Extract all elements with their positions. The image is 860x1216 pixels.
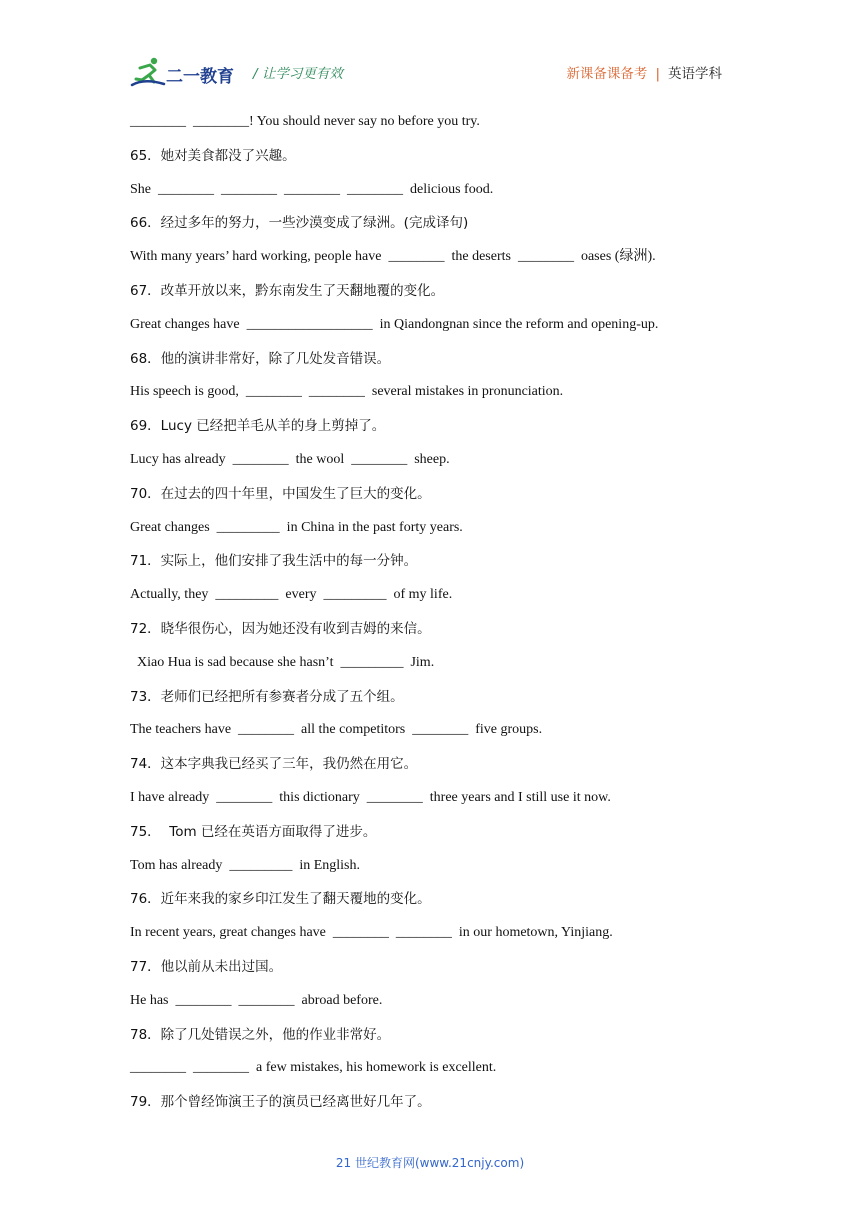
question-prompt: 67．改革开放以来，黔东南发生了天翻地覆的变化。 (130, 282, 445, 299)
question-prompt: 72．晓华很伤心，因为她还没有收到吉姆的来信。 (130, 620, 431, 637)
answer-sentence: Great changes _________ in China in the past forty years. (130, 519, 463, 535)
answer-sentence: Great changes have __________________ in Qiandongnan since the reform and opening-up. (130, 316, 659, 332)
runner-logo-icon (130, 54, 166, 90)
answer-sentence: ________ ________! You should never say no before you try. (130, 114, 480, 129)
question-prompt: 73．老师们已经把所有参赛者分成了五个组。 (130, 688, 404, 705)
page-header (130, 52, 730, 92)
slogan: / 让学习更有效 (253, 66, 343, 82)
question-prompt: 71．实际上，他们安排了我生活中的每一分钟。 (130, 553, 418, 570)
question-prompt: 69．Lucy 已经把羊毛从羊的身上剪掉了。 (130, 418, 386, 435)
answer-sentence: Actually, they _________ every _________ of my life. (130, 587, 453, 603)
answer-sentence: Tom has already _________ in English. (130, 857, 360, 873)
page-footer: 21 世纪教育网(www.21cnjy.com) (335, 1156, 525, 1170)
exercise-list (130, 110, 730, 1124)
answer-sentence: Lucy has already ________ the wool ________ sheep. (130, 451, 450, 467)
question-prompt: 66．经过多年的努力，一些沙漠变成了绿洲。(完成译句) (130, 215, 469, 232)
header-tag (566, 62, 722, 82)
answer-sentence: In recent years, great changes have ________ ________ in our hometown, Yinjiang. (130, 925, 613, 941)
question-prompt: 70．在过去的四十年里，中国发生了巨大的变化。 (130, 485, 431, 502)
answer-sentence: She ________ ________ ________ ________ delicious food. (130, 181, 494, 197)
answer-sentence: With many years’ hard working, people have ________ the deserts ________ oases (绿洲). (130, 249, 656, 265)
subject-label: 英语学科 (668, 66, 722, 82)
separator: | (655, 66, 660, 82)
question-prompt: 79．那个曾经饰演王子的演员已经离世好几年了。 (130, 1094, 431, 1111)
question-prompt: 76．近年来我的家乡印江发生了翻天覆地的变化。 (130, 891, 431, 908)
question-prompt: 68．他的演讲非常好，除了几处发音错误。 (130, 350, 391, 367)
question-prompt: 77．他以前从未出过国。 (130, 958, 283, 975)
logo-text: 二一教育 (166, 67, 234, 87)
answer-sentence: His speech is good, ________ ________ several mistakes in pronunciation. (130, 384, 564, 400)
answer-sentence: I have already ________ this dictionary ________ three years and I still use it now. (130, 789, 611, 805)
answer-sentence: ________ ________ a few mistakes, his homework is excellent. (130, 1060, 497, 1076)
answer-sentence: He has ________ ________ abroad before. (130, 992, 383, 1008)
course-label: 新课备课备考 (566, 66, 648, 82)
answer-sentence: The teachers have ________ all the competitors ________ five groups. (130, 722, 543, 738)
question-prompt: 78．除了几处错误之外，他的作业非常好。 (130, 1026, 391, 1043)
question-prompt: 75． Tom 已经在英语方面取得了进步。 (130, 823, 377, 840)
question-prompt: 74．这本字典我已经买了三年，我仍然在用它。 (130, 756, 418, 773)
answer-sentence: Xiao Hua is sad because she hasn’t _________ Jim. (130, 654, 435, 670)
question-prompt: 65．她对美食都没了兴趣。 (130, 147, 296, 164)
logo (130, 54, 240, 90)
